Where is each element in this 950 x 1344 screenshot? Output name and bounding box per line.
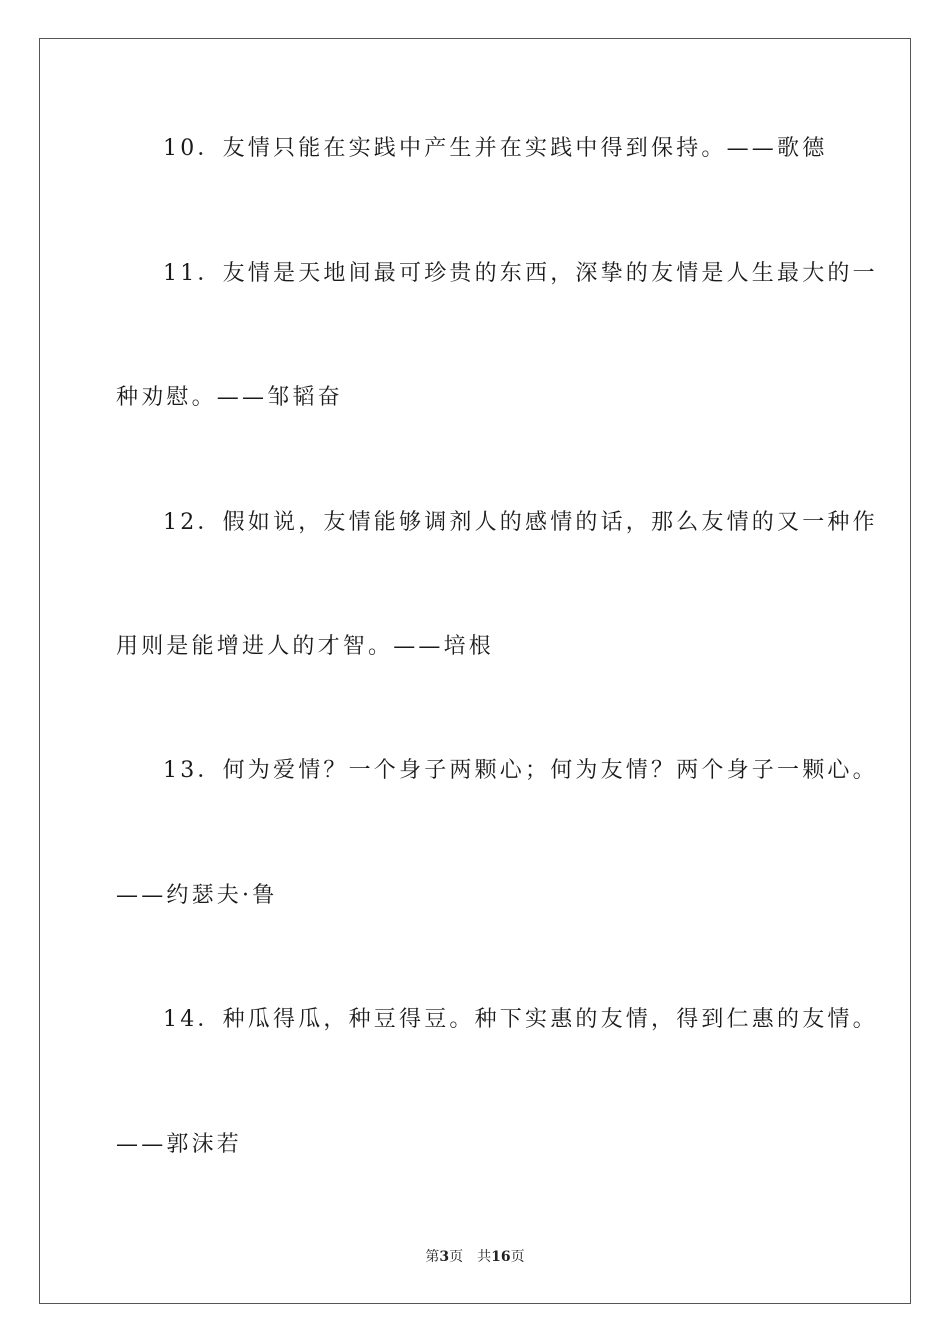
quote-11-line-2: 种劝慰。——邹韬奋	[116, 385, 343, 410]
page-number: 3	[439, 1249, 450, 1265]
quote-10-line-1: 10．友情只能在实践中产生并在实践中得到保持。——歌德	[163, 136, 828, 161]
quote-13-line-2: ——约瑟夫·鲁	[116, 883, 278, 908]
total-pages: 16	[491, 1249, 511, 1265]
quote-13-line-1: 13．何为爱情？一个身子两颗心；何为友情？两个身子一颗心。	[163, 758, 878, 783]
page-suffix: 页	[449, 1249, 464, 1265]
page-footer	[0, 1247, 950, 1267]
quote-12-line-2: 用则是能增进人的才智。——培根	[116, 634, 495, 659]
quote-14-line-2: ——郭沫若	[116, 1132, 243, 1157]
quote-12-line-1: 12．假如说，友情能够调剂人的感情的话，那么友情的又一种作	[163, 510, 878, 535]
page-frame	[39, 38, 911, 1304]
total-suffix: 页	[510, 1249, 525, 1265]
quote-14-line-1: 14．种瓜得瓜，种豆得豆。种下实惠的友情，得到仁惠的友情。	[163, 1007, 878, 1032]
page-prefix: 第	[425, 1249, 440, 1265]
total-prefix: 共	[477, 1249, 492, 1265]
quote-11-line-1: 11．友情是天地间最可珍贵的东西，深挚的友情是人生最大的一	[163, 261, 878, 286]
